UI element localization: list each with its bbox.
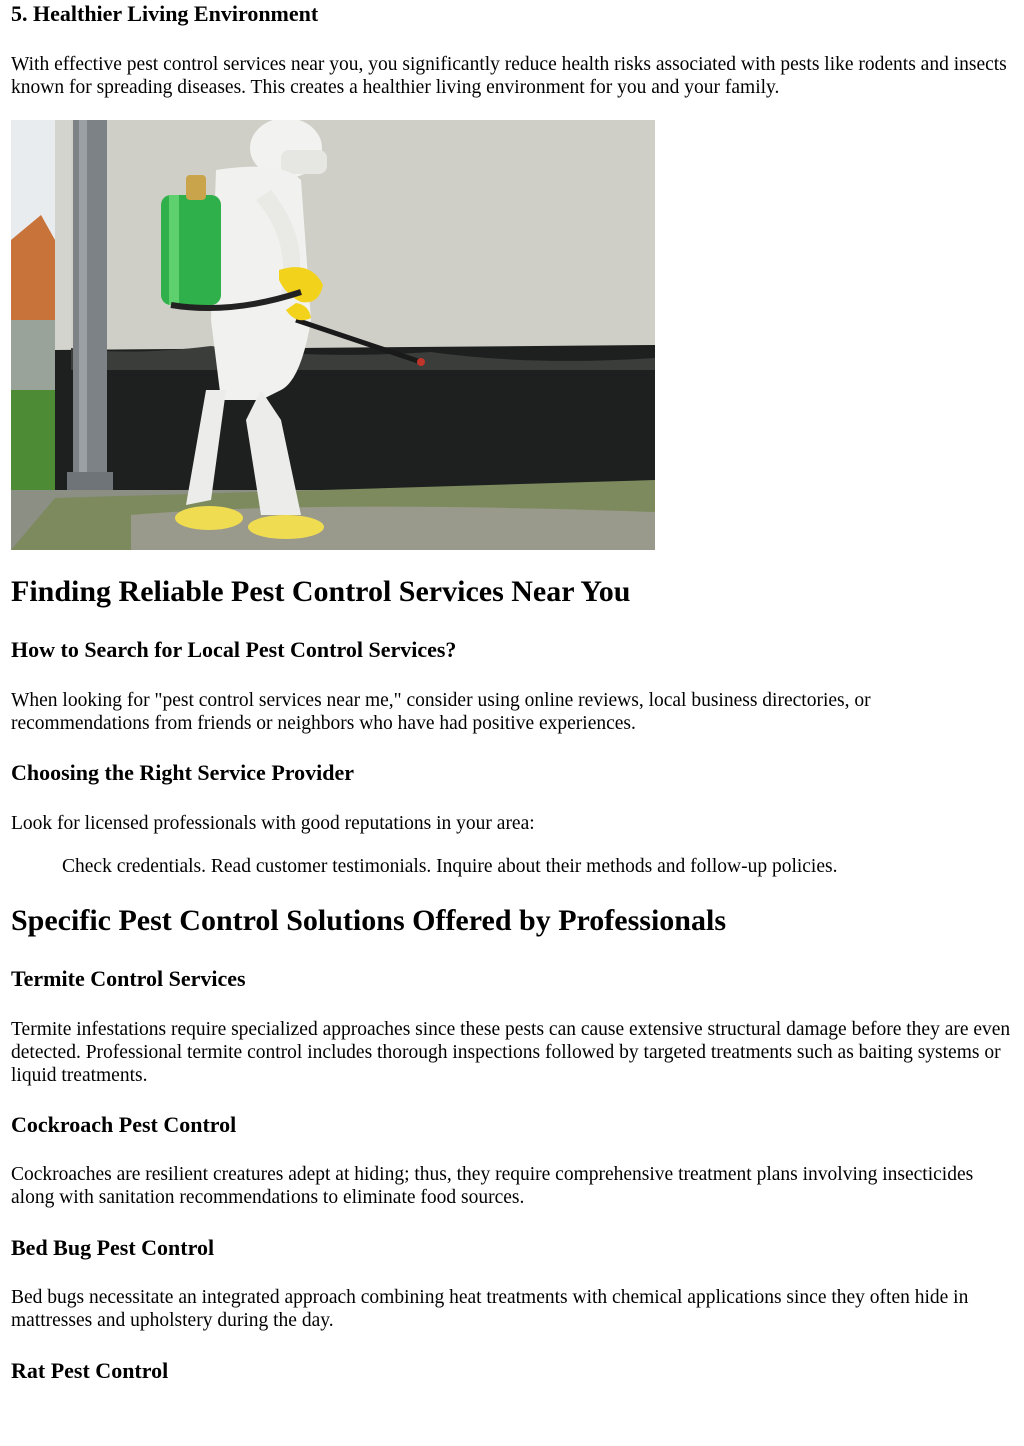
- pest-control-worker-photo: [11, 120, 655, 550]
- paragraph-healthier-living: With effective pest control services near you, you significantly reduce health risks associated with pests like rodents and insects known for spreading diseases. This creates a healthier living environment for you and your family.: [11, 54, 1007, 98]
- heading-cockroach-control: Cockroach Pest Control: [11, 1112, 237, 1137]
- paragraph-bed-bug-control: Bed bugs necessitate an integrated approach combining heat treatments with chemical applications since they often hide in mattresses and upholstery during the day.: [11, 1287, 969, 1331]
- paragraph-choosing-provider: Look for licensed professionals with good reputations in your area:: [11, 813, 535, 834]
- heading-choosing-provider: Choosing the Right Service Provider: [11, 760, 355, 785]
- heading-how-to-search: How to Search for Local Pest Control Services?: [11, 637, 457, 662]
- heading-termite-control: Termite Control Services: [11, 966, 246, 991]
- heading-healthier-living: 5. Healthier Living Environment: [11, 1, 319, 26]
- paragraph-how-to-search: When looking for "pest control services near me," consider using online reviews, local business directories, or recommendations from friends or neighbors who have had positive experiences.: [11, 690, 871, 734]
- list-choosing-tips: Check credentials. Read customer testimonials. Inquire about their methods and follow-up policies.: [62, 856, 838, 877]
- paragraph-cockroach-control: Cockroaches are resilient creatures adept at hiding; thus, they require comprehensive treatment plans involving insecticides along with sanitation recommendations to eliminate food sources.: [11, 1164, 974, 1208]
- heading-rat-control: Rat Pest Control: [11, 1358, 169, 1383]
- heading-specific-solutions: Specific Pest Control Solutions Offered by Professionals: [11, 904, 726, 937]
- photo-illustration: [11, 120, 655, 550]
- paragraph-termite-control: Termite infestations require specialized approaches since these pests can cause extensive structural damage before they are even detected. Professional termite control includes thorough inspections followed by targeted treatments such as baiting systems or liquid treatments.: [11, 1019, 1011, 1086]
- heading-finding-reliable: Finding Reliable Pest Control Services Near You: [11, 575, 631, 608]
- heading-bed-bug-control: Bed Bug Pest Control: [11, 1235, 215, 1260]
